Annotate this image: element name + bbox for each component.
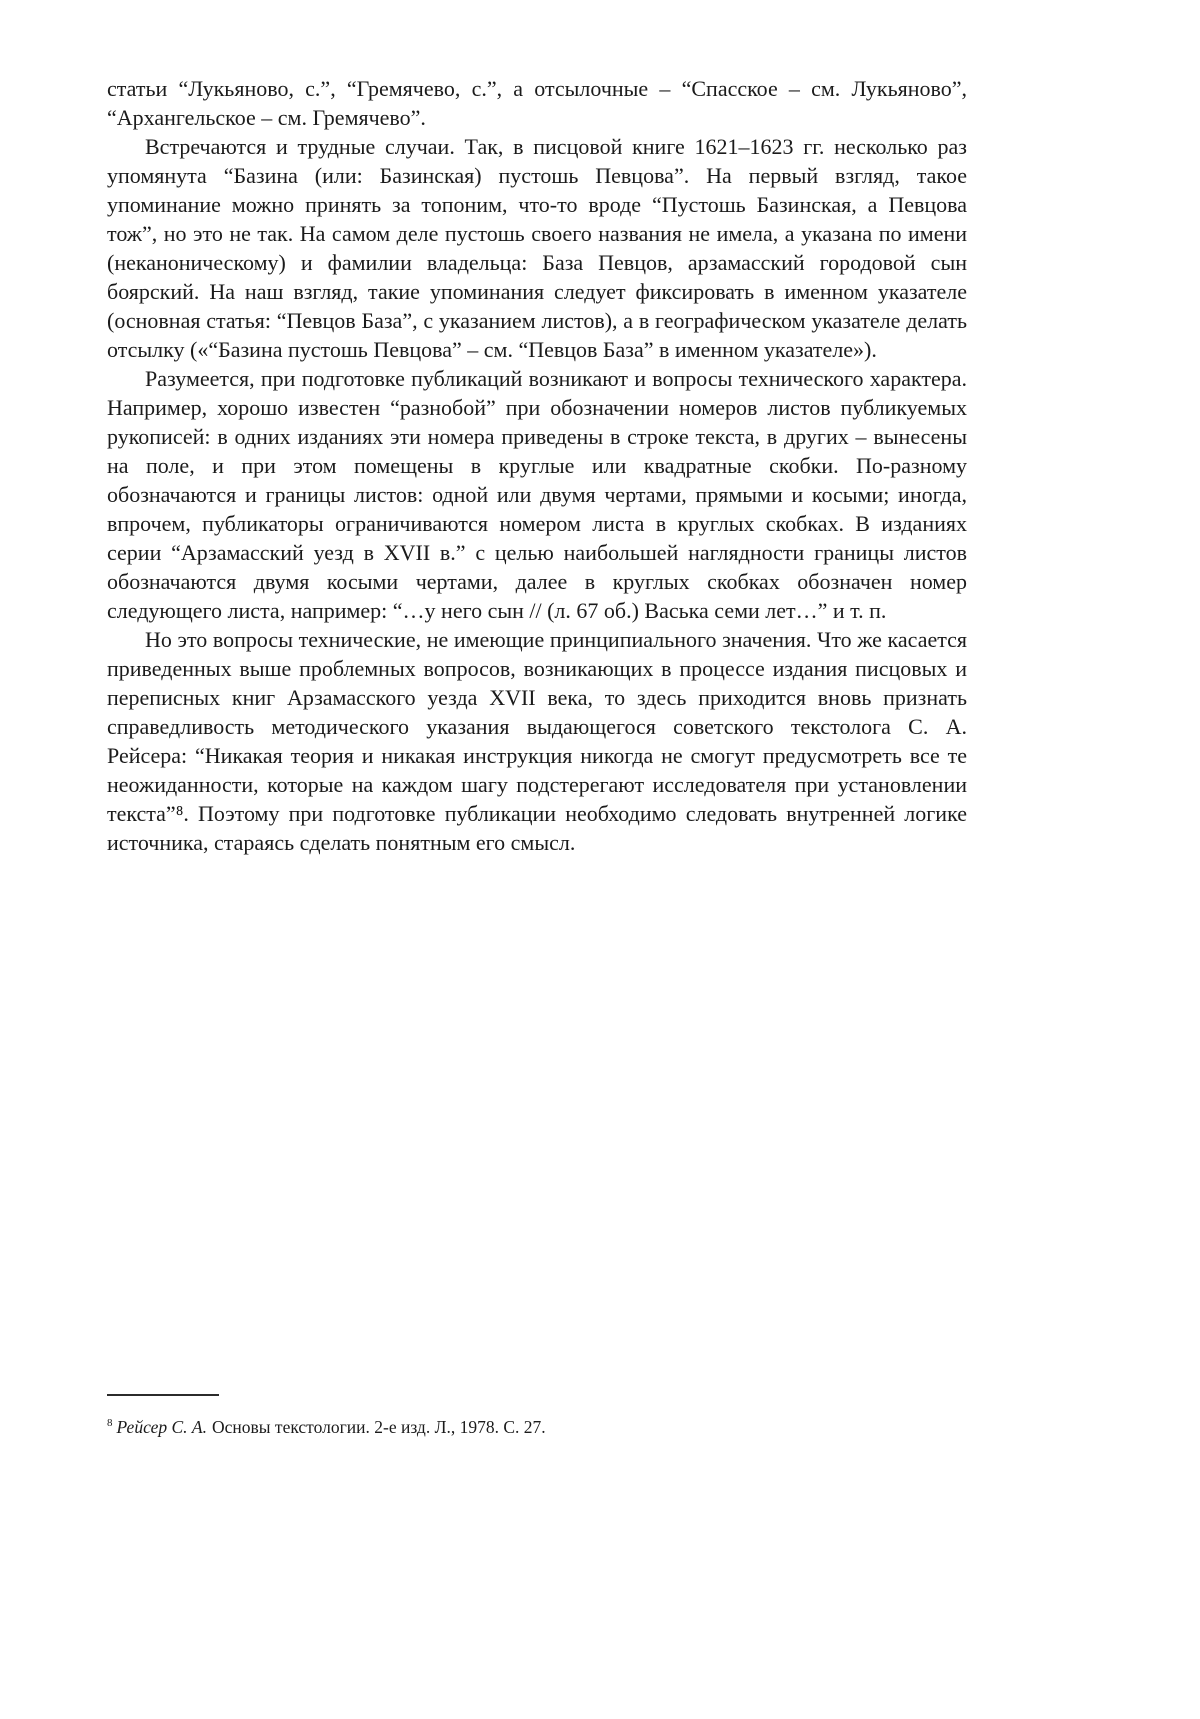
paragraph: Встречаются и трудные случаи. Так, в писцовой книге 1621–1623 гг. несколько раз упомянута “Базина (или: Базинская) пустошь Певцова”. На первый взгляд, такое упоминание можно принять за топоним, что-то вроде “Пустошь Базинская, а Певцова тож”, но это не так. На самом деле пустошь своего названия не имела, а указана по имени (неканоническому) и фамилии владельца: База Певцов, арзамасский городовой сын боярский. На наш взгляд, такие упоминания следует фиксировать в именном указателе (основная статья: “Певцов База”, с указанием листов), а в географическом указателе делать отсылку («“Базина пустошь Певцова” – см. “Певцов База” в именном указателе»). <box>107 134 967 362</box>
paragraph: Разумеется, при подготовке публикаций возникают и вопросы технического характера. Например, хорошо известен “разнобой” при обозначении номеров листов публикуемых рукописей: в одних изданиях эти номера приведены в строке текста, в других – вынесены на поле, и при этом помещены в круглые или квадратные скобки. По-разному обозначаются и границы листов: одной или двумя чертами, прямыми и косыми; иногда, впрочем, публикаторы ограничиваются номером листа в круглых скобках. В изданиях серии “Арзамасский уезд в XVII в.” с целью наибольшей наглядности границы листов обозначаются двумя косыми чертами, далее в круглых скобках обозначен номер следующего листа, например: “…у него сын // (л. 67 об.) Васька семи лет…” и т. п. <box>107 366 967 623</box>
paragraph: Но это вопросы технические, не имеющие принципиального значения. Что же касается приведенных выше проблемных вопросов, возникающих в процессе издания писцовых и переписных книг Арзамасского уезда XVII века, то здесь приходится вновь признать справедливость методического указания выдающегося советского текстолога С. А. Рейсера: “Никакая теория и никакая инструкция никогда не смогут предусмотреть все те неожиданности, которые на каждом шагу подстерегают исследователя при установлении текста”⁸. Поэтому при подготовке публикации необходимо следовать внутренней логике источника, стараясь сделать понятным его смысл. <box>107 627 967 855</box>
main-text-block <box>107 74 967 857</box>
footnote <box>107 1416 967 1439</box>
footnote-separator <box>107 1394 219 1396</box>
footnote-author: Рейсер С. А. <box>116 1417 207 1437</box>
footnote-block <box>107 1394 967 1439</box>
paragraph: статьи “Лукьяново, с.”, “Гремячево, с.”, а отсылочные – “Спасское – см. Лукьяново”, “Архангельское – см. Гремячево”. <box>107 76 967 130</box>
footnote-text: Основы текстологии. 2-е изд. Л., 1978. С. 27. <box>212 1417 546 1437</box>
footnote-marker: 8 <box>107 1417 113 1430</box>
